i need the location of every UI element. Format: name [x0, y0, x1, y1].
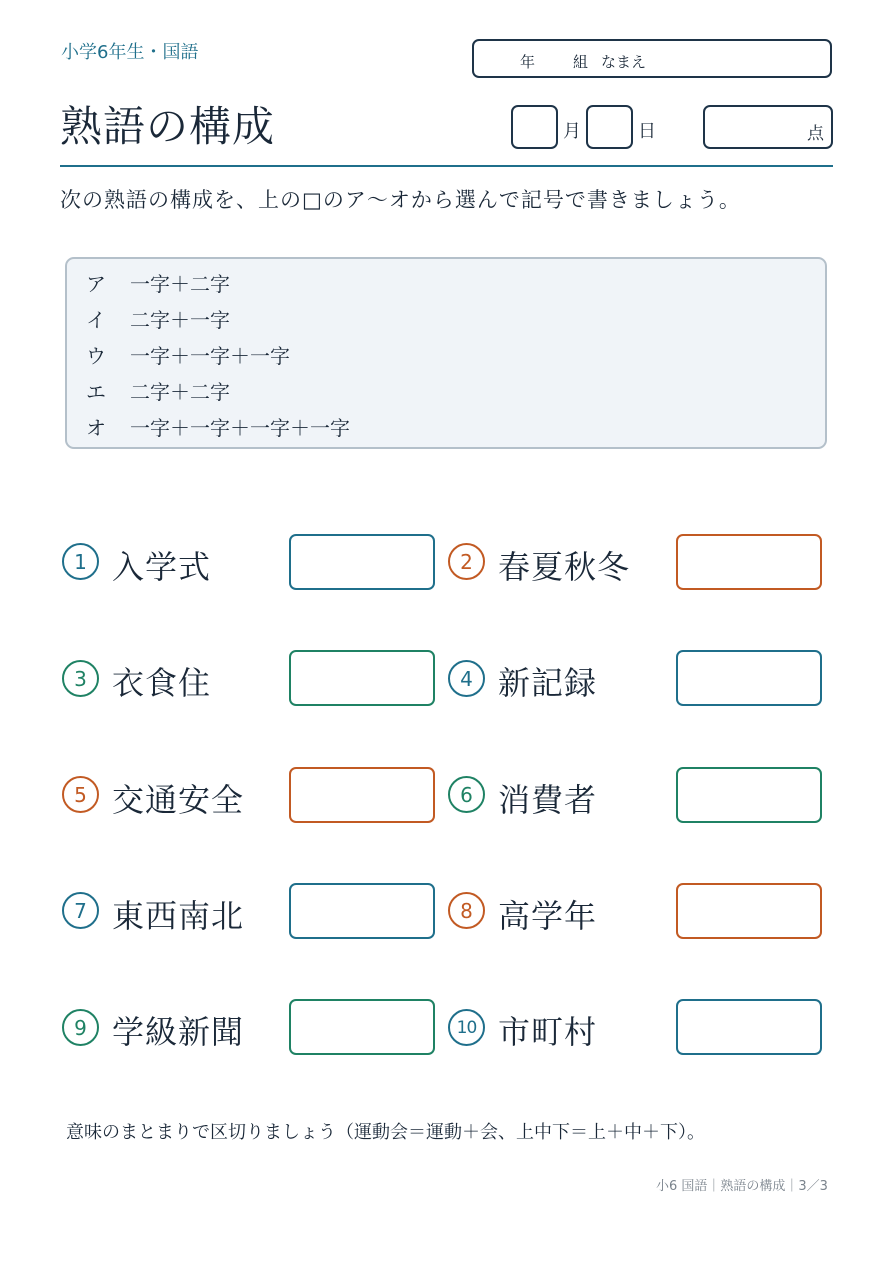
- question-number-3: 3: [62, 660, 99, 697]
- answer-box-9[interactable]: [289, 999, 435, 1055]
- option-kana: ア: [86, 272, 106, 296]
- question-number-10: 10: [448, 1009, 485, 1046]
- question-word-1: 入学式: [112, 548, 212, 586]
- option-i: [86, 304, 230, 333]
- header-divider: [60, 165, 833, 167]
- option-kana: エ: [86, 380, 106, 404]
- option-u: [86, 340, 290, 369]
- question-number-5: 5: [62, 776, 99, 813]
- name-label: なまえ: [601, 53, 647, 71]
- option-kana: ウ: [86, 344, 106, 368]
- option-text: 一字＋一字＋一字: [130, 344, 290, 368]
- day-input[interactable]: [586, 105, 633, 149]
- answer-box-3[interactable]: [289, 650, 435, 706]
- answer-box-2[interactable]: [676, 534, 822, 590]
- question-word-7: 東西南北: [112, 897, 245, 935]
- grade-subject-label: 小学6年生・国語: [61, 42, 199, 63]
- page-title: 熟語の構成: [60, 102, 276, 151]
- question-word-5: 交通安全: [112, 781, 245, 819]
- option-text: 二字＋一字: [130, 308, 230, 332]
- answer-box-7[interactable]: [289, 883, 435, 939]
- question-word-6: 消費者: [498, 781, 598, 819]
- question-number-7: 7: [62, 892, 99, 929]
- score-label: 点: [807, 124, 824, 144]
- question-word-9: 学級新聞: [112, 1013, 245, 1051]
- instruction-text: 次の熟語の構成を、上の□のア〜オから選んで記号で書きましょう。: [60, 188, 741, 212]
- page-footer: 小6 国語｜熟語の構成｜3／3: [656, 1179, 828, 1194]
- option-text: 一字＋一字＋一字＋一字: [130, 416, 350, 440]
- question-number-6: 6: [448, 776, 485, 813]
- answer-box-4[interactable]: [676, 650, 822, 706]
- answer-box-8[interactable]: [676, 883, 822, 939]
- month-input[interactable]: [511, 105, 558, 149]
- question-number-9: 9: [62, 1009, 99, 1046]
- option-o: [86, 412, 350, 441]
- hint-text: 意味のまとまりで区切りましょう（運動会＝運動＋会、上中下＝上＋中＋下）。: [66, 1122, 705, 1143]
- answer-box-1[interactable]: [289, 534, 435, 590]
- question-number-1: 1: [62, 543, 99, 580]
- question-word-2: 春夏秋冬: [498, 548, 631, 586]
- option-kana: オ: [86, 416, 106, 440]
- question-word-8: 高学年: [498, 897, 598, 935]
- answer-box-5[interactable]: [289, 767, 435, 823]
- option-e: [86, 376, 230, 405]
- question-word-4: 新記録: [498, 664, 598, 702]
- option-a: [86, 268, 230, 297]
- month-label: 月: [563, 121, 581, 142]
- option-kana: イ: [86, 308, 106, 332]
- answer-box-10[interactable]: [676, 999, 822, 1055]
- question-number-4: 4: [448, 660, 485, 697]
- question-number-2: 2: [448, 543, 485, 580]
- options-panel: [65, 257, 827, 449]
- score-input[interactable]: [703, 105, 833, 149]
- option-text: 二字＋二字: [130, 380, 230, 404]
- option-text: 一字＋二字: [130, 272, 230, 296]
- name-field[interactable]: [472, 39, 832, 78]
- question-number-8: 8: [448, 892, 485, 929]
- day-label: 日: [638, 121, 656, 142]
- question-word-3: 衣食住: [112, 664, 212, 702]
- year-label: 年: [520, 53, 536, 71]
- class-label: 組: [573, 53, 589, 71]
- question-word-10: 市町村: [498, 1013, 598, 1051]
- answer-box-6[interactable]: [676, 767, 822, 823]
